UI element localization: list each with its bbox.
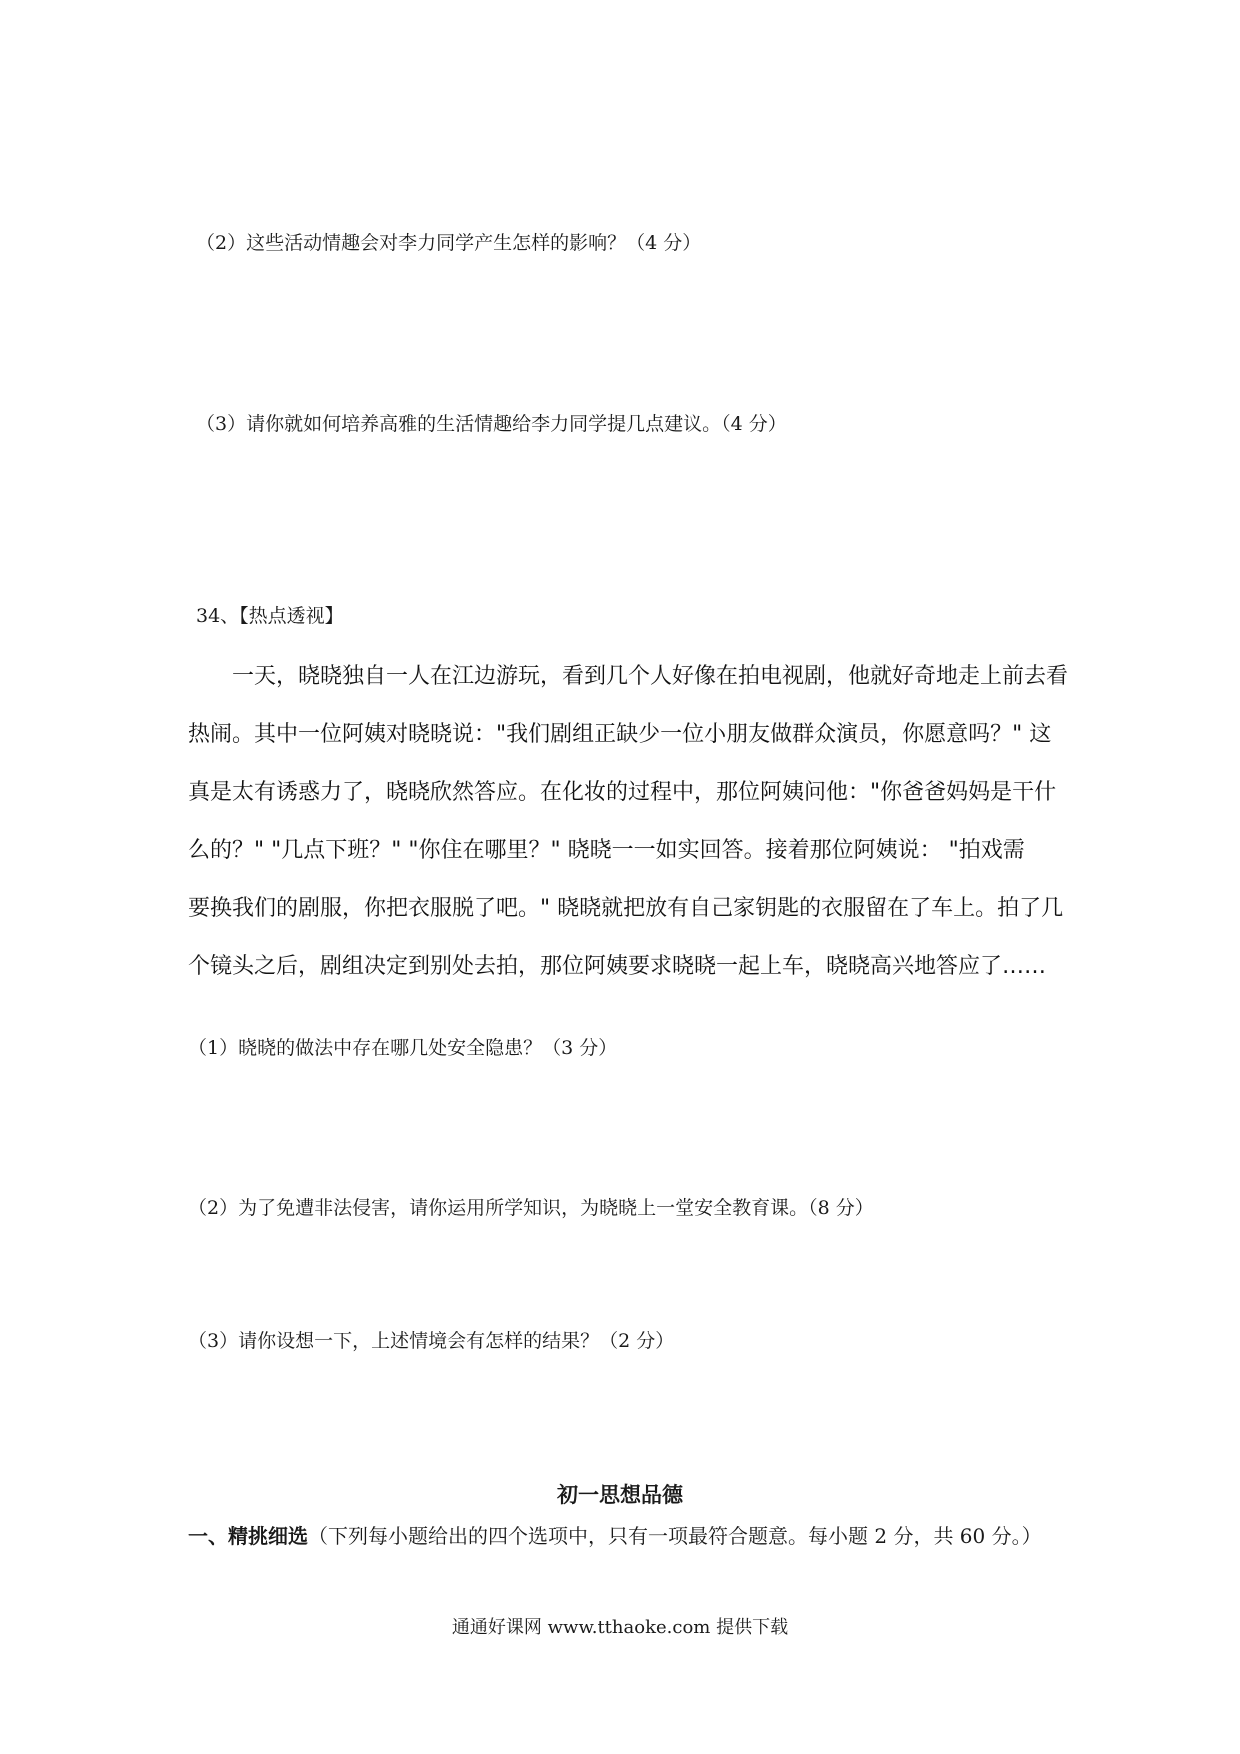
passage-line: 一天，晓晓独自一人在江边游玩，看到几个人好像在拍电视剧，他就好奇地走上前去看: [232, 664, 1069, 689]
question-34-2: （2）为了免遭非法侵害，请你运用所学知识，为晓晓上一堂安全教育课。（8 分）: [188, 1197, 874, 1219]
passage-line: 真是太有诱惑力了，晓晓欣然答应。在化妆的过程中，那位阿姨问他："你爸爸妈妈是干什: [188, 780, 1057, 805]
question-33-2: （2）这些活动情趣会对李力同学产生怎样的影响？（4 分）: [196, 232, 702, 254]
question-34-1: （1）晓晓的做法中存在哪几处安全隐患？（3 分）: [188, 1037, 618, 1059]
section-1-instructions: [188, 1515, 1060, 1557]
question-33-3: （3）请你就如何培养高雅的生活情趣给李力同学提几点建议。（4 分）: [196, 413, 787, 435]
question-34-3: （3）请你设想一下，上述情境会有怎样的结果？（2 分）: [188, 1330, 675, 1352]
section-1-instruction: （下列每小题给出的四个选项中，只有一项最符合题意。每小题 2 分，共 60 分。）: [308, 1524, 1042, 1548]
subject-title: 初一思想品德: [557, 1482, 683, 1507]
section-1-label: 一、精挑细选: [188, 1524, 308, 1548]
passage-line: 个镜头之后，剧组决定到别处去拍，那位阿姨要求晓晓一起上车，晓晓高兴地答应了……: [188, 954, 1047, 979]
passage-line: 热闹。其中一位阿姨对晓晓说："我们剧组正缺少一位小朋友做群众演员，你愿意吗？" 这: [188, 722, 1052, 747]
question-34-heading: 34、【热点透视】: [196, 605, 344, 627]
passage-line: 要换我们的剧服，你把衣服脱了吧。" 晓晓就把放有自己家钥匙的衣服留在了车上。拍了几: [188, 896, 1064, 921]
page-footer: 通通好课网 www.tthaoke.com 提供下载: [451, 1617, 789, 1638]
passage-line: 么的？" "几点下班？" "你住在哪里？" 晓晓一一如实回答。接着那位阿姨说： "拍戏需: [188, 838, 1025, 863]
question-34-passage: [188, 648, 1069, 996]
